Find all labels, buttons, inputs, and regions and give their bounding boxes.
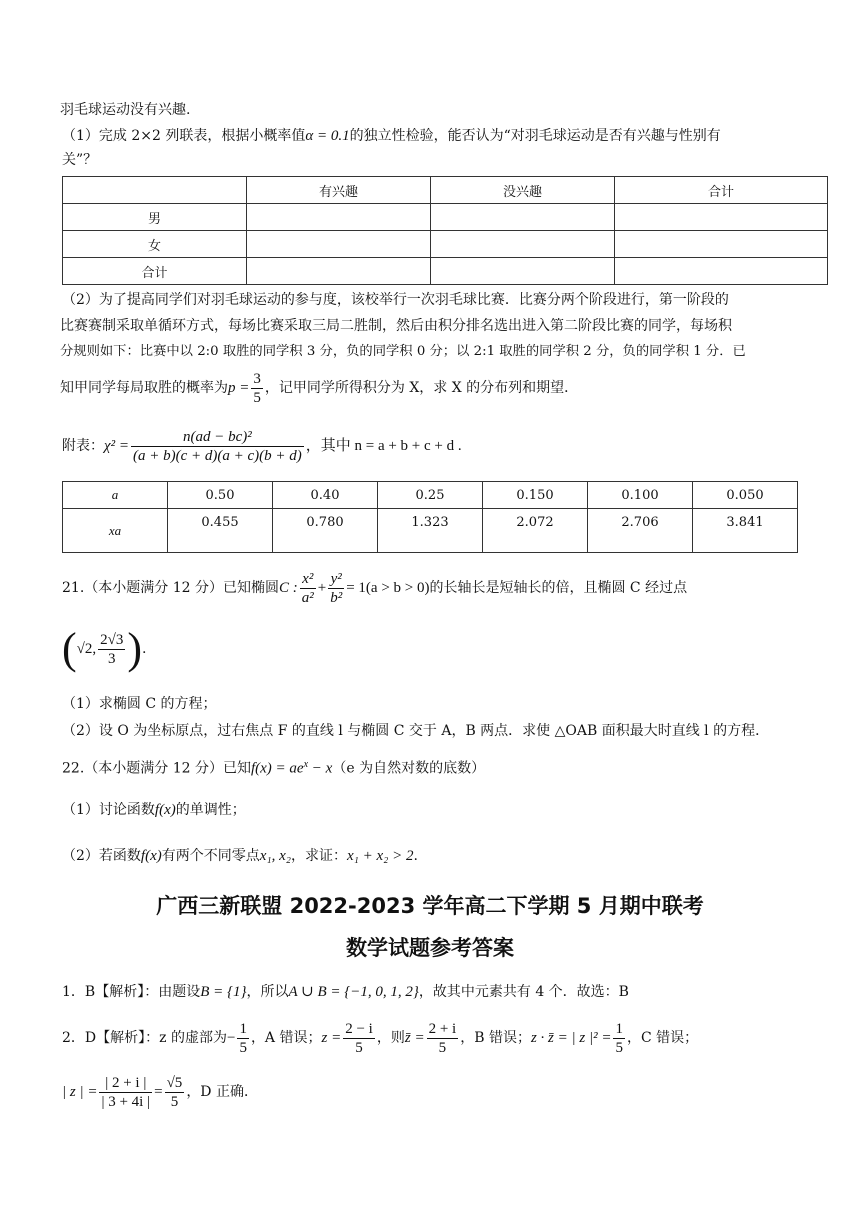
- crit-value-cell: 0.780: [273, 509, 378, 553]
- q22-part1-f: f(x): [154, 802, 176, 818]
- table-cell: [431, 258, 615, 285]
- frac2-den: 5: [355, 1039, 363, 1056]
- q22-part2-text-b: 有两个不同零点: [161, 848, 260, 864]
- answer-2-frac3: [427, 1020, 459, 1057]
- answer-2-text-e: ，C 错误；: [626, 1030, 699, 1046]
- q22-func: f(x) = ae: [250, 760, 304, 777]
- answer-1-set: B = {1}: [200, 984, 247, 1000]
- ellipse-x-num: x²: [300, 570, 316, 589]
- chi-denominator: (a + b)(c + d)(a + c)(b + d): [132, 447, 302, 464]
- table-cell: [247, 258, 431, 285]
- q22-part2-text-c: ，求证：: [291, 848, 347, 864]
- critical-value-table: [62, 481, 798, 553]
- answer-2-text-d: ，B 错误；: [460, 1030, 531, 1046]
- q22-stem-text-b: （e 为自然对数的底数）: [332, 760, 486, 777]
- q21-stem: [62, 566, 687, 610]
- table-header-total: 合计: [615, 177, 828, 204]
- answer-1-text-b: ，所以: [246, 984, 289, 1000]
- q21-point: [62, 624, 146, 674]
- crit-row2-label: xa: [63, 509, 168, 553]
- table-cell: [615, 258, 828, 285]
- answer-1-union: A ∪ B = {−1, 0, 1, 2}: [288, 984, 419, 1000]
- ellipse-y-den: b²: [330, 589, 343, 606]
- crit-alpha-cell: 0.50: [168, 482, 273, 509]
- ellipse-frac-x: [300, 570, 316, 607]
- q20-part1-line2: 关”？: [62, 152, 98, 168]
- q22-part1: [62, 800, 246, 820]
- q22-stem-text-a: 22.（本小题满分 12 分）已知: [62, 760, 251, 777]
- point-tail: .: [142, 641, 147, 657]
- crit-alpha-cell: 0.150: [483, 482, 588, 509]
- table-header-interested: 有兴趣: [247, 177, 431, 204]
- table-cell: [247, 231, 431, 258]
- q22-part2-f: f(x): [140, 848, 162, 864]
- table-cell: [615, 231, 828, 258]
- chi-square-formula: [62, 424, 462, 468]
- answer-2-text-f: ，D 正确．: [186, 1084, 258, 1100]
- answer-1-text-c: ，故其中元素共有 4 个．故选：B: [418, 984, 629, 1000]
- q22-part1-text-b: 的单调性；: [175, 802, 246, 818]
- q21-part1: （1）求椭圆 C 的方程；: [62, 696, 217, 712]
- answer-2-frac1: [237, 1020, 249, 1057]
- answer-2-line1: [62, 1016, 698, 1060]
- q20-part2-line1: （2）为了提高同学们对羽毛球运动的参与度，该校举行一次羽毛球比赛．比赛分两个阶段进行，第一阶段的: [62, 292, 729, 308]
- q20-part2-line4: [60, 368, 578, 408]
- chi-fraction: [131, 428, 304, 465]
- q22-part2-x: x₁, x₂: [259, 848, 291, 864]
- table-row-female: 女: [63, 231, 247, 258]
- ellipse-y-num: y²: [328, 570, 344, 589]
- crit-row1-label: a: [63, 482, 168, 509]
- q21-part2: （2）设 O 为坐标原点，过右焦点 F 的直线 l 与椭圆 C 交于 A，B 两点．求使 △OAB 面积最大时直线 l 的方程．: [62, 723, 770, 739]
- table-row-male: 男: [63, 204, 247, 231]
- crit-value-cell: 3.841: [693, 509, 798, 553]
- frac1-den: 5: [239, 1039, 247, 1056]
- ellipse-frac-y: [328, 570, 344, 607]
- frac4-den: 5: [615, 1039, 623, 1056]
- frac1-num: 1: [239, 1020, 247, 1037]
- chi-tail: ，其中 n = a + b + c + d .: [305, 438, 462, 454]
- answer-2-frac4: [613, 1020, 625, 1057]
- table-cell: [615, 204, 828, 231]
- frac4-num: 1: [615, 1020, 623, 1037]
- frac5-den: | 3 + 4i |: [101, 1093, 151, 1110]
- paren-right-icon: ): [127, 624, 143, 673]
- p-lhs: p =: [228, 380, 250, 396]
- crit-value-cell: 2.706: [588, 509, 693, 553]
- crit-value-cell: 1.323: [378, 509, 483, 553]
- p-denominator: 5: [253, 389, 261, 406]
- answer-2-product: z · z̄ = | z |² =: [530, 1030, 612, 1046]
- crit-value-cell: 2.072: [483, 509, 588, 553]
- frac6-den: 5: [170, 1093, 179, 1110]
- crit-alpha-cell: 0.050: [693, 482, 798, 509]
- q21-stem-text-b: 的长轴长是短轴长的倍，且椭圆 C 经过点: [429, 580, 688, 596]
- table-cell: [431, 231, 615, 258]
- frac2-num: 2 − i: [345, 1020, 373, 1037]
- q22-part2-ineq: x₁ + x₂ > 2: [347, 848, 414, 864]
- answer-1: [62, 982, 629, 1002]
- crit-value-cell: 0.455: [168, 509, 273, 553]
- answer-2-text-c: ，则: [376, 1030, 405, 1046]
- answer-2-frac5: [99, 1074, 152, 1111]
- answer-1-text-a: 1．B【解析】：由题设: [62, 984, 201, 1000]
- answer-2-z: z =: [321, 1030, 342, 1046]
- point-y-num: 2√3: [100, 631, 124, 648]
- q22-part2-end: .: [413, 848, 418, 864]
- crit-alpha-cell: 0.40: [273, 482, 378, 509]
- ellipse-rhs: = 1(a > b > 0): [346, 580, 430, 596]
- table-header-blank: [63, 177, 247, 204]
- q22-part2-text-a: （2）若函数: [62, 848, 141, 864]
- point-y-den: 3: [108, 650, 116, 667]
- q22-part2: [62, 846, 418, 866]
- q20-intro-tail: 羽毛球运动没有兴趣.: [60, 102, 191, 118]
- answer-2-text-a: 2．D【解析】：z 的虚部为: [62, 1030, 227, 1046]
- q22-func-sup: x: [303, 759, 309, 770]
- q22-func-tail: − x: [308, 760, 333, 777]
- crit-alpha-cell: 0.100: [588, 482, 693, 509]
- alpha-value: α = 0.1: [305, 128, 350, 144]
- crit-alpha-cell: 0.25: [378, 482, 483, 509]
- answers-subtitle: 数学试题参考答案: [346, 936, 514, 960]
- table-cell: [431, 204, 615, 231]
- frac6-num: √5: [166, 1074, 183, 1091]
- point-y-fraction: [98, 631, 125, 668]
- answer-2-eq: =: [154, 1084, 163, 1100]
- answer-2-abs: | z | =: [62, 1084, 98, 1100]
- point-x: √2,: [76, 641, 97, 657]
- table-row-total: 合计: [63, 258, 247, 285]
- p-numerator: 3: [253, 370, 261, 387]
- q20-part1-text-a: （1）完成 2×2 列联表，根据小概率值: [62, 128, 306, 144]
- ellipse-plus: +: [317, 580, 327, 596]
- frac3-num: 2 + i: [428, 1020, 457, 1037]
- q20-part2-text-a: 知甲同学每局取胜的概率为: [60, 380, 228, 396]
- q20-part1-line1: [62, 126, 721, 146]
- p-fraction: [251, 370, 263, 407]
- q22-stem: [62, 755, 485, 779]
- answer-2-neg: −: [226, 1030, 236, 1046]
- table-header-not-interested: 没兴趣: [431, 177, 615, 204]
- frac3-den: 5: [438, 1039, 447, 1056]
- answers-title: 广西三新联盟 2022-2023 学年高二下学期 5 月期中联考: [156, 894, 704, 918]
- chi-lhs: χ² =: [104, 438, 129, 454]
- q20-part2-line2: 比赛赛制采取单循环方式，每场比赛采取三局二胜制，然后由积分排名选出进入第二阶段比赛的同学，每场积: [60, 318, 732, 334]
- table-cell: [247, 204, 431, 231]
- paren-left-icon: (: [62, 624, 77, 673]
- appendix-label: 附表：: [62, 438, 104, 454]
- q20-part1-text-b: 的独立性检验，能否认为“对羽毛球运动是否有兴趣与性别有: [349, 128, 721, 144]
- answer-2-frac2: [343, 1020, 375, 1057]
- q22-part1-text-a: （1）讨论函数: [62, 802, 155, 818]
- ellipse-c: C :: [278, 580, 298, 596]
- chi-numerator: n(ad − bc)²: [131, 428, 304, 447]
- q20-part2-text-b: ，记甲同学所得积分为 X，求 X 的分布列和期望．: [264, 380, 579, 396]
- q20-part2-line3: 分规则如下：比赛中以 2:0 取胜的同学积 3 分，负的同学积 0 分；以 2:1 取胜的同学积 2 分，负的同学积 1 分．已: [60, 344, 746, 359]
- q21-stem-text-a: 21.（本小题满分 12 分）已知椭圆: [62, 580, 279, 596]
- answer-2-frac6: [165, 1074, 185, 1111]
- contingency-table: [62, 176, 828, 285]
- answer-2-line2: [62, 1068, 258, 1116]
- answer-2-text-b: ，A 错误；: [250, 1030, 322, 1046]
- answer-2-zbar: z̄ =: [404, 1030, 425, 1046]
- frac5-num: | 2 + i |: [99, 1074, 152, 1093]
- ellipse-x-den: a²: [301, 589, 314, 606]
